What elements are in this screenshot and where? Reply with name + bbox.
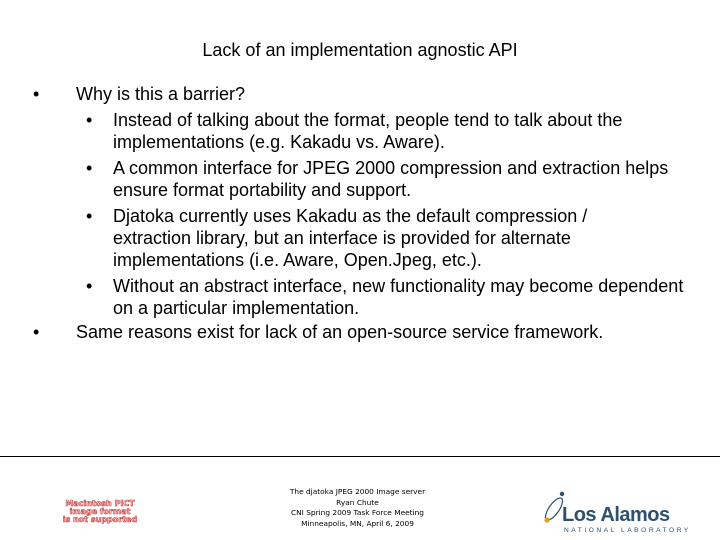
footer-divider xyxy=(0,456,720,457)
bullet-text: A common interface for JPEG 2000 compression and extraction helps ensure format portability and support. xyxy=(113,158,669,200)
footer-line: CNI Spring 2009 Task Force Meeting xyxy=(290,508,424,518)
bullet-marker: • xyxy=(86,158,93,178)
footer-line: Ryan Chute xyxy=(336,497,379,507)
placeholder-line: Macintosh PICT xyxy=(65,499,135,508)
placeholder-line: is not supported xyxy=(62,515,138,524)
bullet-item xyxy=(86,275,686,319)
logo-subtitle: NATIONAL LABORATORY xyxy=(564,527,691,534)
slide-title: Lack of an implementation agnostic API xyxy=(202,40,518,60)
unsupported-image-placeholder xyxy=(50,500,150,524)
bullet-marker: • xyxy=(86,110,93,130)
bullet-marker: • xyxy=(86,276,93,296)
bullet-item xyxy=(86,109,686,153)
bullet-text: Djatoka currently uses Kakadu as the default compression / extraction library, but an interface is provided for alternate implementations (i.e. Aware, Open.Jpeg, etc.). xyxy=(113,206,588,270)
placeholder-line: image format xyxy=(69,507,131,516)
footer-line: The djatoka JPEG 2000 Image server xyxy=(289,487,426,496)
bullet-item xyxy=(86,205,666,271)
bullet-text: Same reasons exist for lack of an open-source service framework. xyxy=(76,322,604,342)
bullet-item xyxy=(33,321,693,343)
bullet-marker: • xyxy=(33,322,40,342)
los-alamos-logo xyxy=(538,487,691,537)
bullet-item xyxy=(33,83,673,105)
footer-line: Minneapolis, MN, April 6, 2009 xyxy=(301,518,414,528)
bullet-marker: • xyxy=(86,206,93,226)
bullet-text: Why is this a barrier? xyxy=(76,84,246,104)
bullet-text: Instead of talking about the format, people tend to talk about the implementations (e.g. Kakadu vs. Aware). xyxy=(113,110,623,152)
logo-name: Los Alamos xyxy=(562,504,670,526)
footer-caption xyxy=(240,487,475,529)
bullet-marker: • xyxy=(33,84,40,104)
bullet-item xyxy=(86,157,686,201)
bullet-text: Without an abstract interface, new functionality may become dependent on a particular implementation. xyxy=(113,276,684,318)
